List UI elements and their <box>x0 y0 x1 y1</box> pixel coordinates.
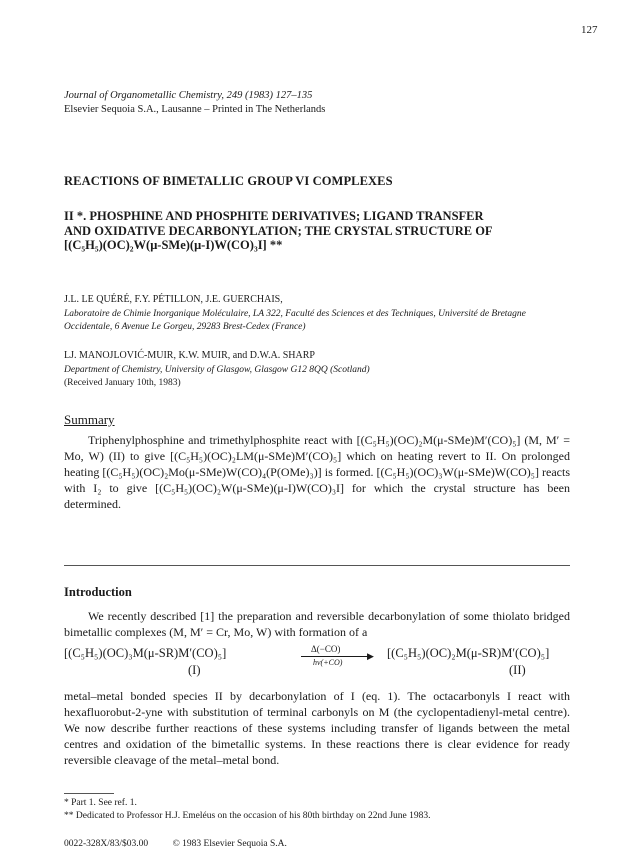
author-block-1 <box>64 293 574 334</box>
footnotes <box>64 797 430 823</box>
copyright-line <box>64 839 309 849</box>
journal-citation <box>64 89 325 117</box>
equation-right: [(C₅H₅)(OC)₂M(μ-SR)M′(CO)₅] <box>387 646 550 660</box>
author-institution-2: Department of Chemistry, University of Glasgow, Glasgow G12 8QQ (Scotland) <box>64 365 370 375</box>
arrow-head-icon: ▶ <box>367 651 374 661</box>
arrow-reverse-label: hν(+CO) <box>313 658 343 667</box>
subtitle-line-1: II *. PHOSPHINE AND PHOSPHITE DERIVATIVES; LIGAND TRANSFER <box>64 209 484 223</box>
equation-1 <box>64 646 570 680</box>
author-institution-1: Laboratoire de Chimie Inorganique Moléculaire, LA 322, Faculté des Sciences et des Techniques, Université de Bretagne Occidentale, 6 Avenue Le Gorgeu, 29283 Brest-Cedex (France) <box>64 309 526 332</box>
paper-subtitle <box>64 209 564 253</box>
journal-line-1: Journal of Organometallic Chemistry, 249 (1983) 127–135 <box>64 90 313 101</box>
subtitle-formula: [(C₅H₅)(OC)₂W(μ-SMe)(μ-I)W(CO)₃I] ** <box>64 238 283 252</box>
footnote-1: * Part 1. See ref. 1. <box>64 798 137 808</box>
equation-label-II: (II) <box>509 663 526 677</box>
author-block-2 <box>64 349 574 377</box>
arrow-line <box>301 656 371 657</box>
footnote-2: ** Dedicated to Professor H.J. Emeléus on the occasion of his 80th birthday on 22nd June 1983. <box>64 811 431 821</box>
footnote-divider <box>64 793 114 794</box>
page-number: 127 <box>581 24 598 36</box>
equation-label-I: (I) <box>188 663 201 677</box>
equation-left: [(C₅H₅)(OC)₃M(μ-SR)M′(CO)₅] <box>64 646 227 660</box>
arrow-forward-label: Δ(−CO) <box>311 644 341 654</box>
subtitle-line-2: AND OXIDATIVE DECARBONYLATION; THE CRYSTAL STRUCTURE OF <box>64 223 493 238</box>
introduction-paragraph-1: We recently described [1] the preparation and reversible decarbonylation of some thiolato bridged bimetallic complexes (M, M′ = Cr, Mo, W) with formation of a <box>64 609 570 639</box>
author-names-2: LJ. MANOJLOVIĆ-MUIR, K.W. MUIR, and D.W.A. SHARP <box>64 350 315 361</box>
summary-heading: Summary <box>64 412 115 427</box>
introduction-heading: Introduction <box>64 585 132 599</box>
reaction-arrow <box>301 646 375 668</box>
introduction-paragraph-2: metal–metal bonded species II by decarbonylation of I (eq. 1). The octacarbonyls I react with hexafluorobut-2-yne with substitution of terminal carbonyls on M (the cyclopentadienyl-metal centre). We now describe further reactions of these systems including transfer of ligands between the metal centres and oxidation of the bimetallic systems. In these reactions there is clear evidence for ready reversible cleavage of the metal–metal bond. <box>64 689 570 767</box>
section-divider <box>64 565 570 566</box>
summary-text: Triphenylphosphine and trimethylphosphite react with [(C₅H₅)(OC)₂M(μ-SMe)M′(CO)₅] (M, M′ = Mo, W) (II) to give [(C₅H₅)(OC)₂LM(μ-SMe)M′(CO)₅] which on heating revert to II. On prolonged heating [(C₅H₅)(OC)₂Mo(μ-SMe)W(CO)₄(P(OMe)₃)] is formed. [(C₅H₅)(OC)₃W(μ-SMe)W(CO)₅] reacts with I₂ to give [(C₅H₅)(OC)₂W(μ-SMe)(μ-I)W(CO)₃I] for which the crystal structure has been determined. <box>64 433 570 511</box>
paper-title: REACTIONS OF BIMETALLIC GROUP VI COMPLEXES <box>64 174 393 188</box>
copyright-notice: © 1983 Elsevier Sequoia S.A. <box>172 839 287 849</box>
received-date: (Received January 10th, 1983) <box>64 378 181 388</box>
author-names-1: J.L. LE QUÉRÉ, F.Y. PÉTILLON, J.E. GUERCHAIS, <box>64 294 283 305</box>
issn-code: 0022-328X/83/$03.00 <box>64 839 149 849</box>
journal-line-2: Elsevier Sequoia S.A., Lausanne – Printed in The Netherlands <box>64 104 326 115</box>
